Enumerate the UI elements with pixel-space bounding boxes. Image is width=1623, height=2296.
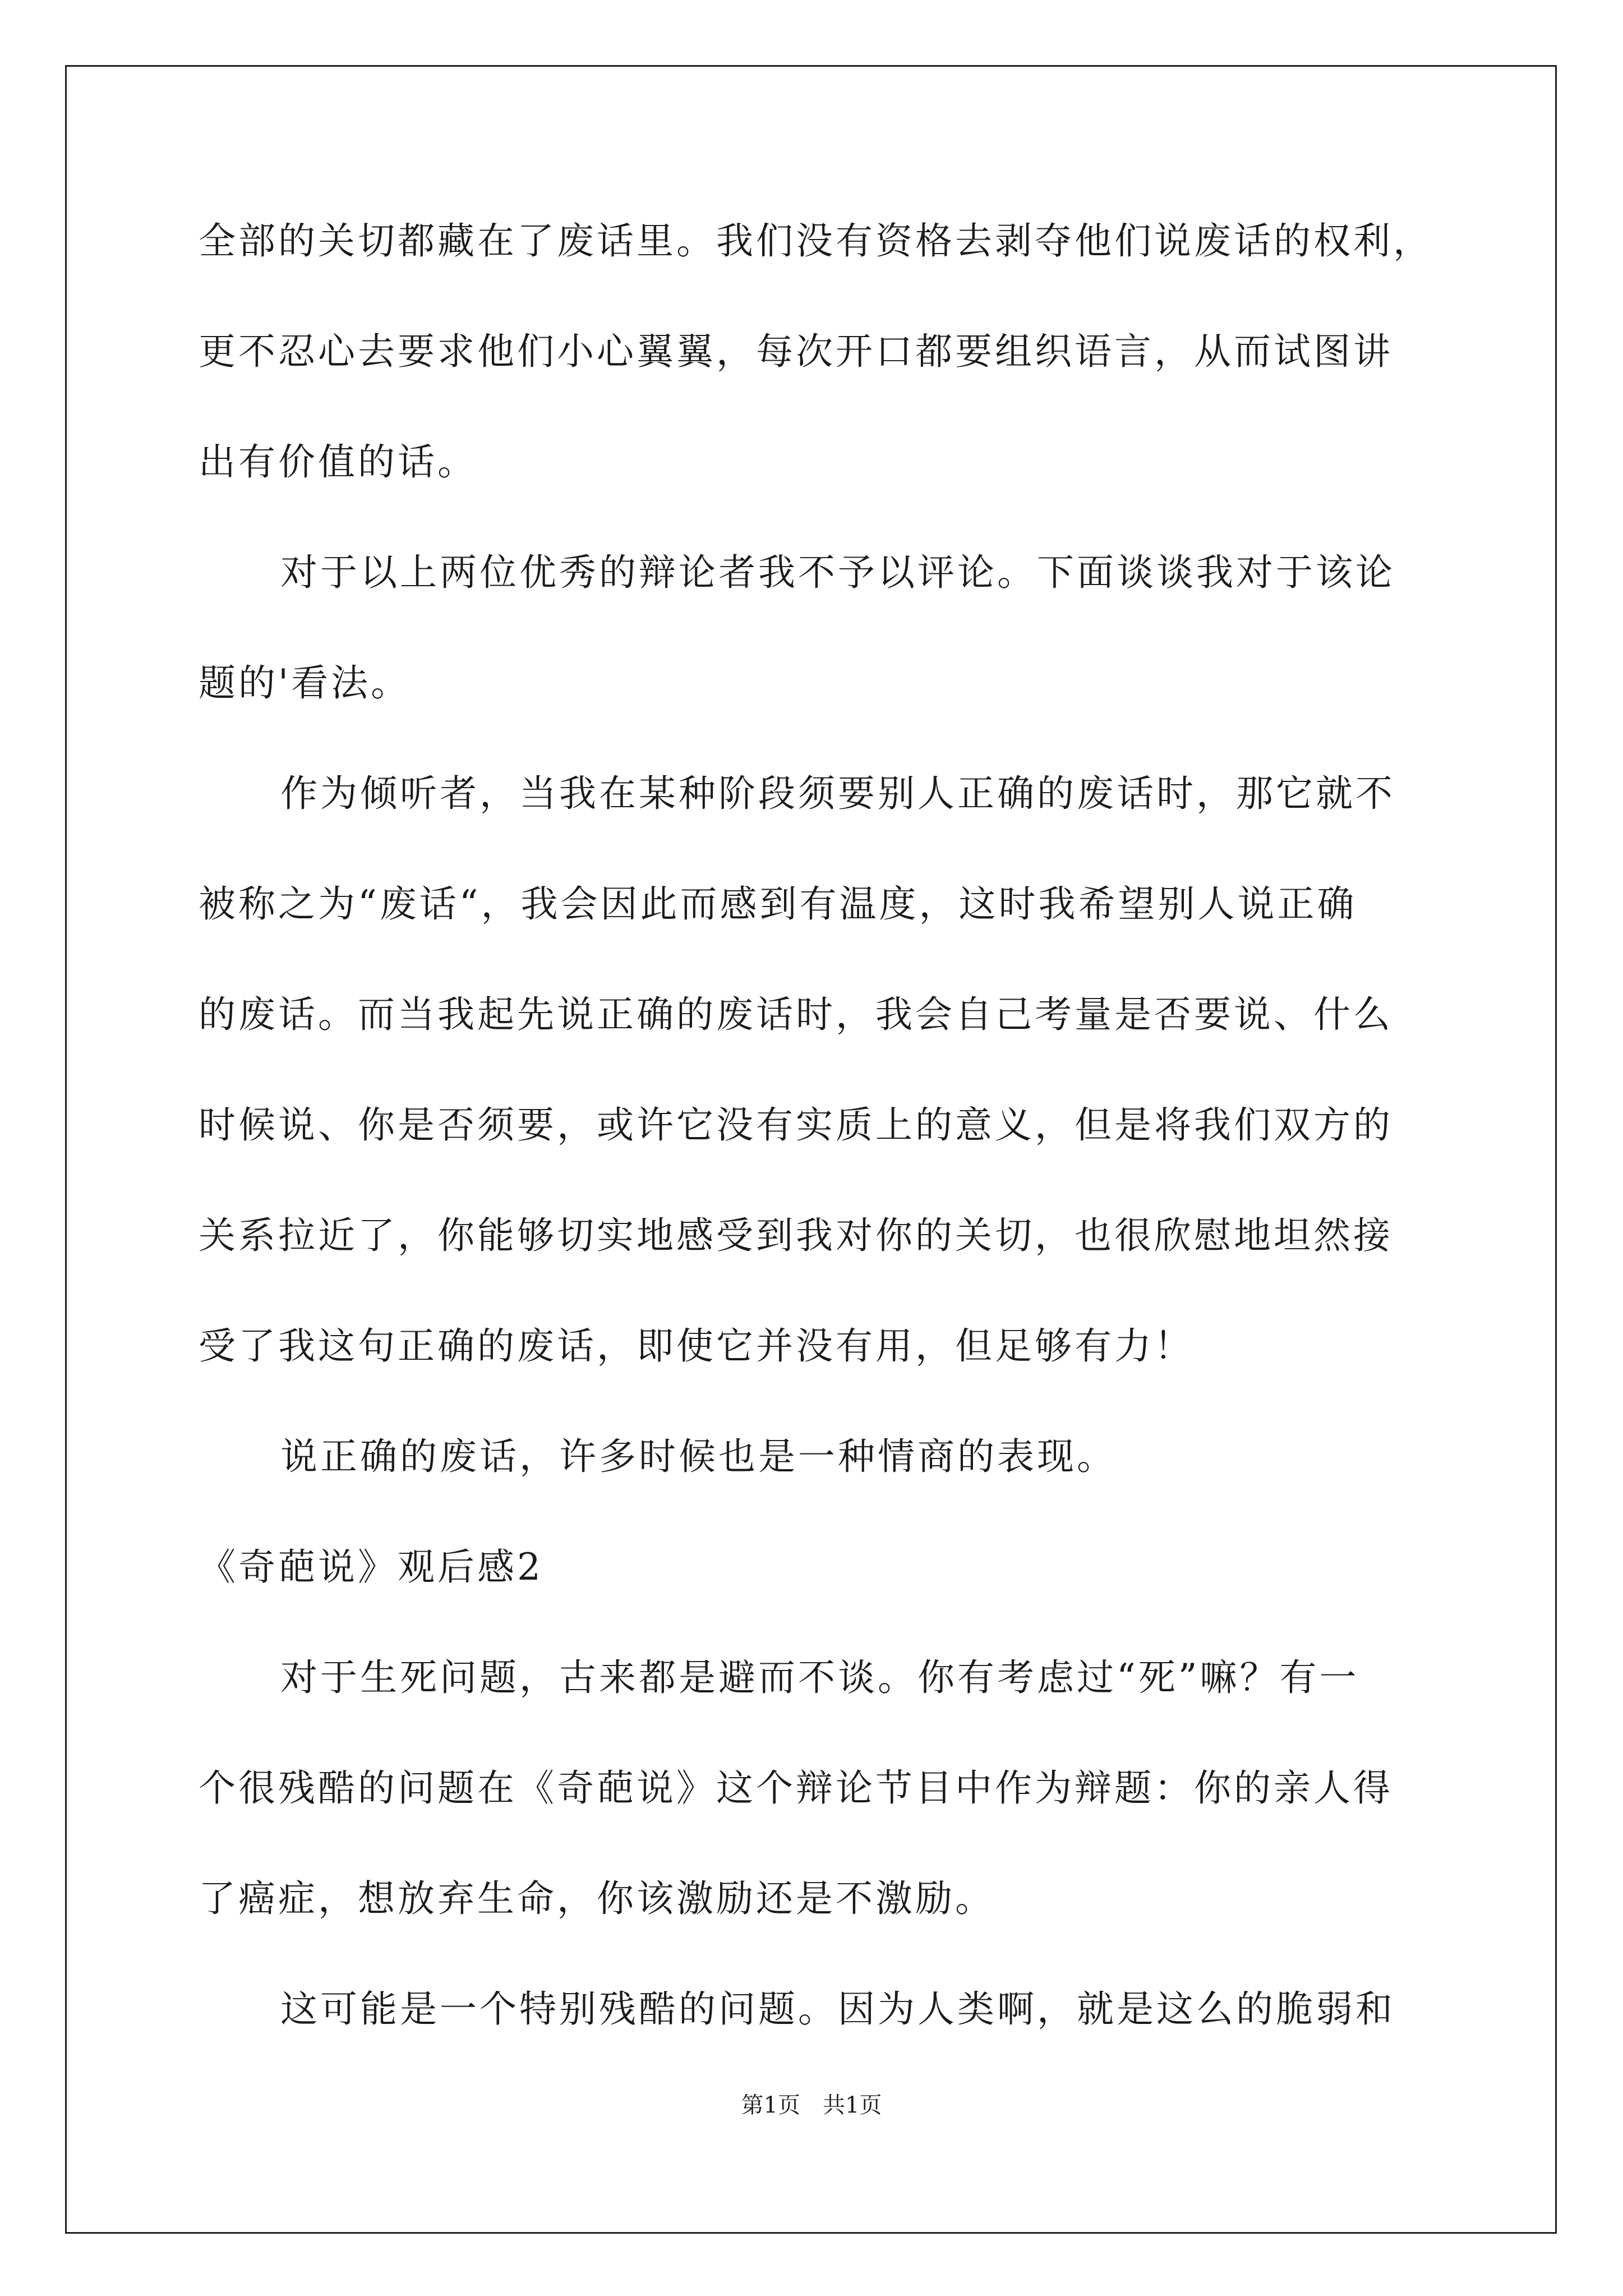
paragraph-start-line: 对于以上两位优秀的辩论者我不予以评论。下面谈谈我对于该论	[280, 551, 1395, 594]
text-line: 时候说、你是否须要，或许它没有实质上的意义，但是将我们双方的	[199, 1103, 1393, 1147]
paragraph-start-line: 这可能是一个特别残酷的问题。因为人类啊，就是这么的脆弱和	[280, 1987, 1395, 2031]
text-line: 更不忍心去要求他们小心翼翼，每次开口都要组织语言，从而试图讲	[199, 330, 1393, 373]
paragraph-start-line: 说正确的废话，许多时候也是一种情商的表现。	[280, 1435, 1117, 1478]
text-line: 出有价值的话。	[199, 440, 477, 484]
text-line: 关系拉近了，你能够切实地感受到我对你的关切，也很欣慰地坦然接	[199, 1214, 1393, 1257]
text-line: 全部的关切都藏在了废话里。我们没有资格去剥夺他们说废话的权利，	[199, 219, 1433, 263]
paragraph-start-line: 作为倾听者，当我在某种阶段须要别人正确的废话时，那它就不	[280, 772, 1395, 815]
text-line: 受了我这句正确的废话，即使它并没有用，但足够有力！	[199, 1324, 1194, 1368]
paragraph-start-line: 对于生死问题，古来都是避而不谈。你有考虑过“死”嘛？有一	[280, 1656, 1359, 1699]
page-footer: 第1页 共1页	[741, 2092, 882, 2118]
text-line: 题的'看法。	[199, 661, 411, 705]
text-line: 个很残酷的问题在《奇葩说》这个辩论节目中作为辩题：你的亲人得	[199, 1766, 1393, 1810]
text-line: 了癌症，想放弃生命，你该激励还是不激励。	[199, 1877, 995, 1920]
text-line: 的废话。而当我起先说正确的废话时，我会自己考量是否要说、什么	[199, 993, 1393, 1036]
section-heading: 《奇葩说》观后感2	[199, 1545, 543, 1589]
text-line: 被称之为“废话“，我会因此而感到有温度，这时我希望别人说正确	[199, 882, 1357, 926]
